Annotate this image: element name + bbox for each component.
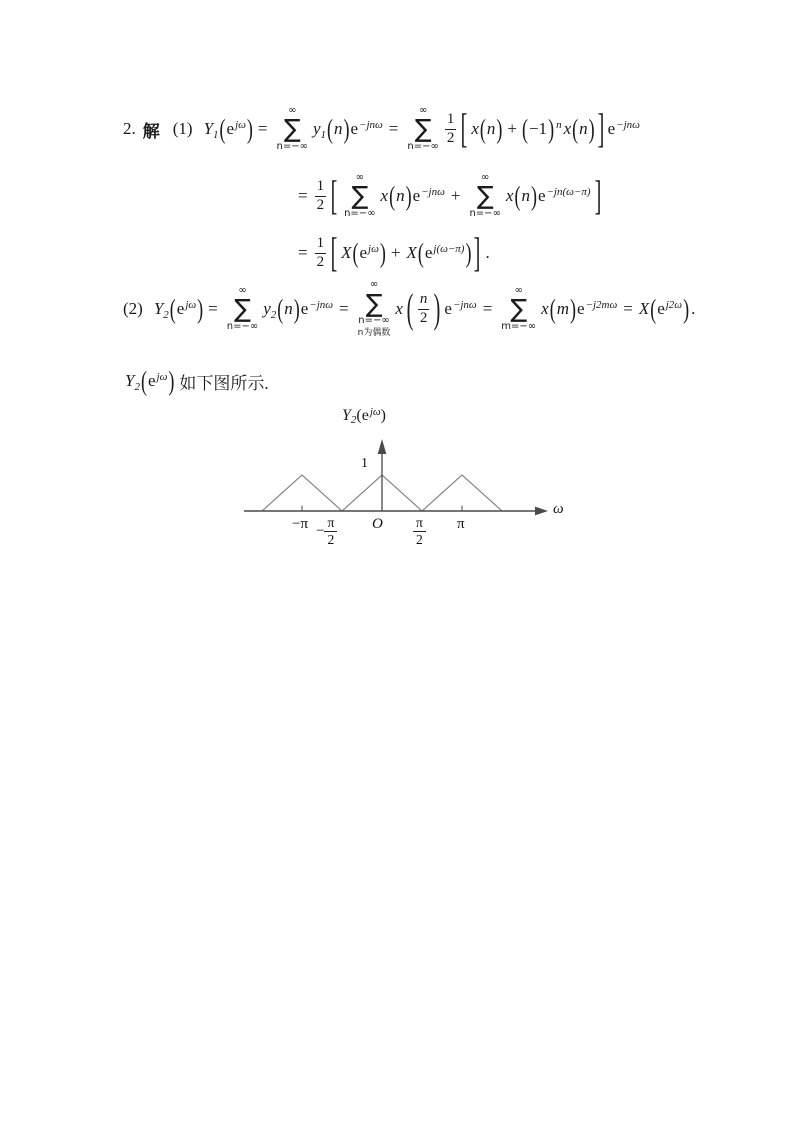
math-token xyxy=(487,119,496,139)
math-token xyxy=(577,299,617,319)
math-token xyxy=(639,299,649,319)
math-base: e xyxy=(300,299,309,318)
math-token xyxy=(406,243,416,263)
fence-delimiter: ] xyxy=(594,171,601,218)
fraction-numerator: 1 xyxy=(315,178,327,196)
math-token xyxy=(444,299,476,319)
fence-delimiter: ( xyxy=(572,113,579,144)
math-token xyxy=(395,299,403,319)
math-token xyxy=(298,186,308,206)
math-base: = xyxy=(298,243,308,262)
figure-title-superscript: jω xyxy=(369,406,381,418)
fence-delimiter: [ xyxy=(330,228,338,275)
math-superscript: j2ω xyxy=(665,299,683,311)
summation xyxy=(469,172,500,221)
fraction-denominator: 2 xyxy=(419,309,428,326)
math-token xyxy=(298,243,308,263)
fence-delimiter: ) xyxy=(496,113,503,144)
math-base: n xyxy=(396,186,405,205)
sigma-icon: ∑ xyxy=(414,114,432,144)
summation xyxy=(277,105,308,154)
fence-delimiter: ) xyxy=(465,237,472,268)
math-base: (1) xyxy=(172,119,193,138)
math-token xyxy=(391,243,401,263)
math-token xyxy=(301,299,333,319)
summation-lower-limit: n=−∞ xyxy=(226,320,259,332)
math-token xyxy=(425,243,465,263)
fraction-pi-over-2 xyxy=(413,515,426,547)
math-superscript: −j2mω xyxy=(585,299,618,311)
math-token xyxy=(396,186,405,206)
math-base: Y xyxy=(153,299,164,318)
math-token xyxy=(485,243,489,263)
math-base: y xyxy=(263,299,271,318)
math-token xyxy=(541,299,549,319)
math-token xyxy=(389,119,399,139)
fraction-numerator: π xyxy=(324,515,337,532)
math-superscript: jω xyxy=(235,119,246,131)
summation-lower-limit: n=−∞ xyxy=(344,207,376,219)
fraction xyxy=(445,111,457,147)
math-token xyxy=(148,371,167,391)
summation xyxy=(358,279,391,339)
figure-caption-line xyxy=(124,366,270,396)
math-token xyxy=(173,119,193,139)
math-base: e xyxy=(226,119,235,138)
fence-delimiter: ( xyxy=(327,113,333,144)
math-base: e xyxy=(424,243,433,262)
math-base: x xyxy=(471,119,479,138)
fraction-numerator: π xyxy=(413,515,426,532)
fence-delimiter: ) xyxy=(405,180,412,211)
math-superscript: −jn(ω−π) xyxy=(546,186,591,198)
math-token xyxy=(339,299,349,319)
math-token xyxy=(334,119,343,139)
math-base: e xyxy=(444,299,452,318)
math-token xyxy=(483,299,493,319)
math-superscript: −jnω xyxy=(452,299,477,311)
math-base: n xyxy=(579,119,588,138)
y-axis-arrow-icon xyxy=(378,439,387,454)
math-superscript: n xyxy=(556,119,562,131)
math-subscript: 2 xyxy=(134,381,140,393)
summation xyxy=(407,105,438,154)
math-token xyxy=(529,119,547,139)
math-base: X xyxy=(638,299,650,318)
math-base: = xyxy=(482,299,493,318)
fraction-denominator: 2 xyxy=(327,531,335,547)
x-axis-label-pi-over-2 xyxy=(413,515,426,547)
math-token xyxy=(506,186,514,206)
fence-delimiter: ) xyxy=(246,113,253,144)
math-base: x xyxy=(563,119,572,138)
math-base: 2. xyxy=(123,119,136,138)
math-token xyxy=(204,119,219,139)
fence-delimiter: ( xyxy=(521,113,528,144)
math-token xyxy=(123,299,143,319)
fence-delimiter: ) xyxy=(530,180,537,211)
math-token xyxy=(608,119,640,139)
math-base: e xyxy=(350,119,359,138)
math-superscript: jω xyxy=(368,243,379,255)
x-axis-label-origin: O xyxy=(372,516,383,532)
math-token xyxy=(179,369,268,394)
summation-lower-limit: n=−∞ xyxy=(407,140,439,152)
equation-line-1 xyxy=(122,98,641,160)
fence-delimiter: ) xyxy=(379,237,386,268)
figure-title-open: (e xyxy=(356,407,369,424)
math-base: n xyxy=(284,299,293,318)
fence-delimiter: ) xyxy=(168,365,175,396)
fence-delimiter: ( xyxy=(277,293,284,324)
math-base: Y xyxy=(125,371,135,390)
math-base: x xyxy=(505,186,514,205)
math-token xyxy=(351,119,383,139)
fence-delimiter: ) xyxy=(548,113,555,144)
math-token xyxy=(143,117,160,142)
summation-upper-limit: ∞ xyxy=(418,104,428,116)
math-base: + xyxy=(390,243,401,262)
fence-delimiter: ] xyxy=(474,228,481,275)
peak-value-label: 1 xyxy=(361,456,368,471)
math-token xyxy=(123,119,136,139)
sigma-icon: ∑ xyxy=(510,294,528,324)
math-base: e xyxy=(537,186,546,205)
math-superscript: −jnω xyxy=(421,186,445,198)
fence-delimiter: ) xyxy=(588,113,595,144)
math-base: n xyxy=(521,186,530,205)
math-token xyxy=(263,299,276,319)
fraction-pi-over-2 xyxy=(324,515,337,547)
math-token xyxy=(451,186,461,206)
math-base: e xyxy=(607,119,616,138)
fence-delimiter: ( xyxy=(514,180,521,211)
figure-title xyxy=(342,407,386,425)
fence-delimiter: ) xyxy=(343,113,350,144)
equation-line-3 xyxy=(293,228,491,278)
fraction-denominator: 2 xyxy=(416,531,423,547)
summation-upper-limit: ∞ xyxy=(481,171,490,183)
math-base: n xyxy=(334,119,343,138)
fence-delimiter: ( xyxy=(479,113,486,144)
minus-sign: − xyxy=(316,522,325,539)
math-token xyxy=(359,243,378,263)
math-token xyxy=(341,243,351,263)
math-token xyxy=(313,119,326,139)
math-base: x xyxy=(380,186,389,205)
math-token xyxy=(208,299,218,319)
math-superscript: −jnω xyxy=(616,119,640,131)
math-token xyxy=(657,299,682,319)
fence-delimiter: ( xyxy=(549,293,556,324)
math-base: 解 xyxy=(142,121,160,141)
math-superscript: jω xyxy=(156,371,168,383)
math-base: X xyxy=(341,243,352,262)
math-subscript: 1 xyxy=(320,129,326,141)
fence-delimiter: ) xyxy=(197,293,204,324)
math-base: . xyxy=(691,299,696,318)
math-superscript: jω xyxy=(185,299,197,311)
math-base: Y xyxy=(203,119,214,138)
math-base: = xyxy=(339,299,349,318)
summation-lower-limit: m=−∞ xyxy=(501,320,537,332)
math-token xyxy=(507,119,517,139)
fraction-denominator: 2 xyxy=(316,253,325,270)
math-base: e xyxy=(657,299,665,318)
math-token xyxy=(381,186,389,206)
fraction-numerator: 1 xyxy=(445,111,457,129)
math-token xyxy=(538,186,591,206)
fence-delimiter: ( xyxy=(352,237,359,268)
fence-delimiter: ( xyxy=(650,293,657,324)
math-token xyxy=(623,299,633,319)
math-base: e xyxy=(412,186,421,205)
math-subscript: 1 xyxy=(213,129,219,141)
equation-line-4 xyxy=(122,274,696,344)
fence-delimiter: [ xyxy=(460,104,468,151)
fence-delimiter: ( xyxy=(219,113,226,144)
summation-lower-limit: n=−∞ xyxy=(358,315,390,327)
fence-delimiter: ) xyxy=(683,293,690,324)
math-superscript: −jnω xyxy=(309,299,334,311)
math-base: m xyxy=(556,299,569,318)
summation-upper-limit: ∞ xyxy=(355,171,364,183)
fraction xyxy=(418,291,430,327)
fence-delimiter: ] xyxy=(597,104,604,151)
math-token xyxy=(557,299,569,319)
sigma-icon: ∑ xyxy=(476,181,494,211)
math-base: = xyxy=(623,299,633,318)
math-base: = xyxy=(388,119,399,138)
summation-upper-limit: ∞ xyxy=(369,279,379,290)
math-base: + xyxy=(507,119,517,138)
sigma-icon: ∑ xyxy=(283,114,301,144)
math-token xyxy=(284,299,293,319)
x-axis-label-neg-pi-over-2 xyxy=(316,515,337,547)
summation-upper-limit: ∞ xyxy=(288,104,297,116)
sigma-icon: ∑ xyxy=(351,181,369,211)
fence-delimiter: ( xyxy=(417,237,424,268)
math-base: e xyxy=(576,299,585,318)
math-base: e xyxy=(176,299,185,318)
x-axis-arrow-icon xyxy=(535,507,548,516)
x-axis-label-omega: ω xyxy=(553,501,564,517)
fraction xyxy=(315,178,327,214)
fence-delimiter: ( xyxy=(389,180,396,211)
math-base: n xyxy=(486,119,496,138)
math-subscript: 2 xyxy=(270,309,277,321)
summation xyxy=(344,172,375,221)
math-token xyxy=(125,371,140,391)
fraction-denominator: 2 xyxy=(446,129,455,146)
summation xyxy=(227,285,258,334)
math-superscript: j(ω−π) xyxy=(433,243,465,255)
math-base: x xyxy=(541,299,549,318)
math-superscript: −jnω xyxy=(359,119,383,131)
sigma-icon: ∑ xyxy=(234,294,251,324)
equation-line-2 xyxy=(293,164,604,228)
summation-lower-limit: n为偶数 xyxy=(357,327,391,338)
summation-upper-limit: ∞ xyxy=(238,284,247,296)
math-base: + xyxy=(450,186,461,205)
summation-lower-limit: n=−∞ xyxy=(276,140,308,152)
math-base: . xyxy=(485,243,490,262)
summation xyxy=(501,285,536,334)
math-base: x xyxy=(395,299,403,318)
fence-delimiter: ( xyxy=(169,293,176,324)
math-token xyxy=(564,119,572,139)
math-token xyxy=(521,186,530,206)
math-token xyxy=(555,119,562,139)
figure-title-close: ) xyxy=(380,407,386,424)
math-token xyxy=(471,119,479,139)
x-axis-label-pi: π xyxy=(457,516,465,532)
math-base: X xyxy=(406,243,417,262)
figure-title-base: Y xyxy=(342,407,351,424)
math-token xyxy=(579,119,588,139)
math-token xyxy=(154,299,169,319)
fraction xyxy=(315,235,327,271)
figure-y2-spectrum xyxy=(230,405,570,557)
figure-canvas xyxy=(230,405,570,557)
math-token xyxy=(258,119,268,139)
fraction-denominator: 2 xyxy=(316,196,325,213)
math-subscript: 2 xyxy=(163,309,169,321)
fence-delimiter: ( xyxy=(406,284,414,331)
figure-title-subscript: 2 xyxy=(350,414,357,426)
math-token xyxy=(413,186,445,206)
fence-delimiter: [ xyxy=(330,171,338,218)
sigma-icon: ∑ xyxy=(365,288,383,318)
math-token xyxy=(691,299,695,319)
math-base: e xyxy=(359,243,368,262)
x-axis-label-neg-pi: −π xyxy=(292,516,309,532)
fence-delimiter: ) xyxy=(434,284,441,331)
fraction-numerator: 1 xyxy=(315,235,327,253)
math-base: y xyxy=(312,119,321,138)
fraction-numerator: n xyxy=(418,291,430,309)
math-base: = xyxy=(298,186,308,205)
fence-delimiter: ) xyxy=(569,293,576,324)
math-base: = xyxy=(208,299,218,318)
fence-delimiter: ) xyxy=(293,293,300,324)
math-base: = xyxy=(257,119,268,138)
summation-lower-limit: n=−∞ xyxy=(469,207,501,219)
math-base: e xyxy=(147,371,156,390)
math-token xyxy=(227,119,246,139)
fence-delimiter: ( xyxy=(140,365,147,396)
math-token xyxy=(177,299,196,319)
math-base: 如下图所示. xyxy=(179,373,269,393)
summation-upper-limit: ∞ xyxy=(514,284,523,296)
math-base: (2) xyxy=(123,299,143,318)
math-base: −1 xyxy=(528,119,548,138)
